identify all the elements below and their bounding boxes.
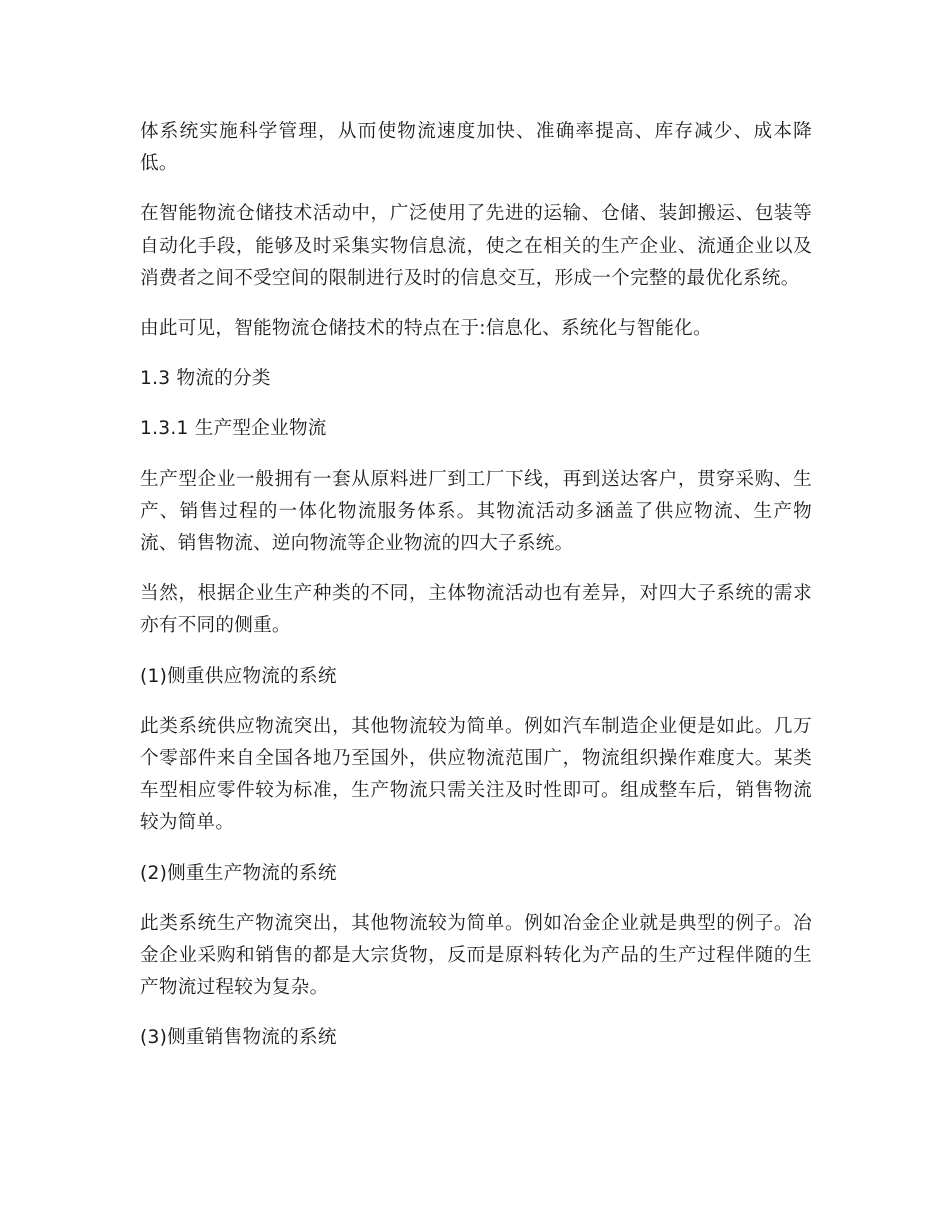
paragraph-supply-logistics: 此类系统供应物流突出，其他物流较为简单。例如汽车制造企业便是如此。几万个零部件来自全国各地乃至国外，供应物流范围广，物流组织操作难度大。某类车型相应零件较为标准，生产物流只需关注及时性即可。组成整车后，销售物流较为简单。 <box>140 715 812 834</box>
paragraph-features: 由此可见，智能物流仓储技术的特点在于:信息化、系统化与智能化。 <box>140 318 712 340</box>
paragraph-intro-continuation: 体系统实施科学管理，从而使物流速度加快、准确率提高、库存减少、成本降低。 <box>140 121 812 175</box>
document-body <box>140 116 812 1073</box>
subheading-production-logistics: (2)侧重生产物流的系统 <box>140 862 337 884</box>
section-heading-1-3-1: 1.3.1 生产型企业物流 <box>140 418 327 440</box>
subheading-sales-logistics: (3)侧重销售物流的系统 <box>140 1027 337 1049</box>
paragraph-emphasis-difference: 当然，根据企业生产种类的不同，主体物流活动也有差异，对四大子系统的需求亦有不同的侧重。 <box>140 583 812 637</box>
section-heading-1-3: 1.3 物流的分类 <box>140 368 271 390</box>
subheading-supply-logistics: (1)侧重供应物流的系统 <box>140 665 337 687</box>
paragraph-production-enterprise: 生产型企业一般拥有一套从原料进厂到工厂下线，再到送达客户，贯穿采购、生产、销售过程的一体化物流服务体系。其物流活动多涵盖了供应物流、生产物流、销售物流、逆向物流等企业物流的四大子系统。 <box>140 468 812 555</box>
paragraph-production-logistics: 此类系统生产物流突出，其他物流较为简单。例如冶金企业就是典型的例子。冶金企业采购和销售的都是大宗货物，反而是原料转化为产品的生产过程伴随的生产物流过程较为复杂。 <box>140 912 812 999</box>
paragraph-smart-logistics: 在智能物流仓储技术活动中，广泛使用了先进的运输、仓储、装卸搬运、包装等自动化手段，能够及时采集实物信息流，使之在相关的生产企业、流通企业以及消费者之间不受空间的限制进行及时的信息交互，形成一个完整的最优化系统。 <box>140 203 812 289</box>
